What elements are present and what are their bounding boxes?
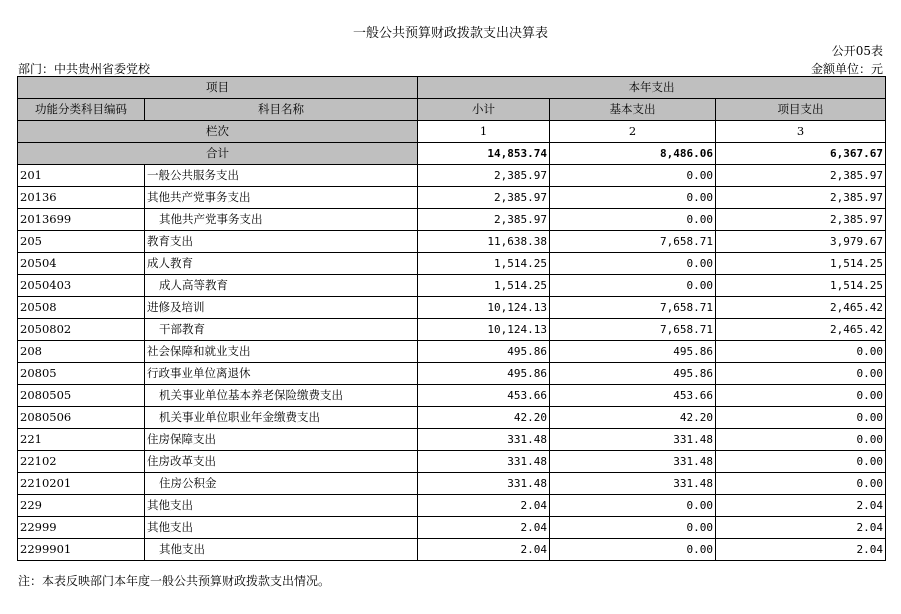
- row-project: 2.04: [716, 495, 886, 517]
- row-name: 成人高等教育: [145, 275, 418, 297]
- department-label: 部门：中共贵州省委党校: [18, 62, 151, 76]
- row-project: 3,979.67: [716, 231, 886, 253]
- row-name: 其他共产党事务支出: [145, 187, 418, 209]
- row-basic: 0.00: [550, 275, 716, 297]
- row-basic: 7,658.71: [550, 231, 716, 253]
- table-row: [18, 297, 886, 319]
- header-column-no: 栏次: [18, 121, 418, 143]
- total-subtotal: 14,853.74: [418, 143, 550, 165]
- table-row: [18, 231, 886, 253]
- row-subtotal: 1,514.25: [418, 275, 550, 297]
- row-subtotal: 2.04: [418, 517, 550, 539]
- row-project: 2,385.97: [716, 187, 886, 209]
- row-basic: 331.48: [550, 429, 716, 451]
- row-name: 其他支出: [145, 539, 418, 561]
- table-row: [18, 253, 886, 275]
- amount-unit-label: 金额单位：元: [810, 62, 883, 76]
- row-subtotal: 331.48: [418, 473, 550, 495]
- row-project: 2,385.97: [716, 165, 886, 187]
- header-name: 科目名称: [145, 99, 418, 121]
- row-basic: 453.66: [550, 385, 716, 407]
- row-name: 住房改革支出: [145, 451, 418, 473]
- row-name: 其他共产党事务支出: [145, 209, 418, 231]
- row-name: 行政事业单位离退休: [145, 363, 418, 385]
- total-project: 6,367.67: [716, 143, 886, 165]
- row-name: 机关事业单位职业年金缴费支出: [145, 407, 418, 429]
- table-row: [18, 319, 886, 341]
- header-col3: 3: [716, 121, 886, 143]
- table-row: [18, 539, 886, 561]
- row-code: 22102: [18, 451, 145, 473]
- row-project: 0.00: [716, 473, 886, 495]
- row-subtotal: 495.86: [418, 341, 550, 363]
- table-row: [18, 209, 886, 231]
- table-row: [18, 165, 886, 187]
- table-row: [18, 473, 886, 495]
- table-row: [18, 275, 886, 297]
- row-code: 20136: [18, 187, 145, 209]
- header-col2: 2: [550, 121, 716, 143]
- row-project: 2.04: [716, 539, 886, 561]
- row-project: 2.04: [716, 517, 886, 539]
- row-name: 社会保障和就业支出: [145, 341, 418, 363]
- report-title: 一般公共预算财政拨款支出决算表: [352, 26, 548, 41]
- row-subtotal: 2.04: [418, 539, 550, 561]
- row-code: 221: [18, 429, 145, 451]
- row-code: 201: [18, 165, 145, 187]
- header-basic: 基本支出: [550, 99, 716, 121]
- row-code: 2080506: [18, 407, 145, 429]
- total-label: 合计: [18, 143, 418, 165]
- header-row-3: [18, 121, 886, 143]
- header-subtotal: 小计: [418, 99, 550, 121]
- row-basic: 0.00: [550, 517, 716, 539]
- header-row-1: [18, 77, 886, 99]
- row-code: 20508: [18, 297, 145, 319]
- row-project: 0.00: [716, 341, 886, 363]
- row-basic: 42.20: [550, 407, 716, 429]
- row-code: 2013699: [18, 209, 145, 231]
- row-project: 1,514.25: [716, 275, 886, 297]
- row-basic: 495.86: [550, 363, 716, 385]
- row-name: 住房公积金: [145, 473, 418, 495]
- row-name: 教育支出: [145, 231, 418, 253]
- row-subtotal: 10,124.13: [418, 319, 550, 341]
- row-subtotal: 11,638.38: [418, 231, 550, 253]
- row-project: 0.00: [716, 451, 886, 473]
- row-project: 0.00: [716, 407, 886, 429]
- row-code: 2080505: [18, 385, 145, 407]
- row-project: 0.00: [716, 363, 886, 385]
- header-code: 功能分类科目编码: [18, 99, 145, 121]
- row-basic: 0.00: [550, 209, 716, 231]
- row-subtotal: 2,385.97: [418, 165, 550, 187]
- row-subtotal: 10,124.13: [418, 297, 550, 319]
- table-row: [18, 495, 886, 517]
- row-basic: 331.48: [550, 451, 716, 473]
- row-project: 1,514.25: [716, 253, 886, 275]
- row-name: 进修及培训: [145, 297, 418, 319]
- row-basic: 0.00: [550, 253, 716, 275]
- row-subtotal: 2,385.97: [418, 187, 550, 209]
- row-code: 20504: [18, 253, 145, 275]
- row-basic: 0.00: [550, 165, 716, 187]
- header-project: 项目支出: [716, 99, 886, 121]
- total-row: [18, 143, 886, 165]
- row-name: 成人教育: [145, 253, 418, 275]
- row-basic: 495.86: [550, 341, 716, 363]
- row-code: 20805: [18, 363, 145, 385]
- row-basic: 0.00: [550, 187, 716, 209]
- row-subtotal: 453.66: [418, 385, 550, 407]
- table-row: [18, 341, 886, 363]
- row-subtotal: 2,385.97: [418, 209, 550, 231]
- total-basic: 8,486.06: [550, 143, 716, 165]
- table-row: [18, 187, 886, 209]
- row-subtotal: 1,514.25: [418, 253, 550, 275]
- header-col1: 1: [418, 121, 550, 143]
- row-subtotal: 42.20: [418, 407, 550, 429]
- row-basic: 7,658.71: [550, 319, 716, 341]
- header-current-year: 本年支出: [418, 77, 886, 99]
- form-number: 公开05表: [831, 44, 883, 58]
- row-project: 2,465.42: [716, 297, 886, 319]
- row-name: 其他支出: [145, 495, 418, 517]
- row-project: 0.00: [716, 385, 886, 407]
- footnote: 注：本表反映部门本年度一般公共预算财政拨款支出情况。: [18, 574, 331, 588]
- row-name: 干部教育: [145, 319, 418, 341]
- row-name: 住房保障支出: [145, 429, 418, 451]
- header-item: 项目: [18, 77, 418, 99]
- table-row: [18, 385, 886, 407]
- row-code: 229: [18, 495, 145, 517]
- row-project: 2,465.42: [716, 319, 886, 341]
- row-basic: 331.48: [550, 473, 716, 495]
- table-row: [18, 363, 886, 385]
- row-subtotal: 495.86: [418, 363, 550, 385]
- expenditure-table: [17, 76, 886, 561]
- row-subtotal: 331.48: [418, 429, 550, 451]
- table-row: [18, 451, 886, 473]
- row-project: 0.00: [716, 429, 886, 451]
- table-row: [18, 407, 886, 429]
- row-code: 208: [18, 341, 145, 363]
- row-code: 2050403: [18, 275, 145, 297]
- row-code: 22999: [18, 517, 145, 539]
- row-project: 2,385.97: [716, 209, 886, 231]
- row-subtotal: 2.04: [418, 495, 550, 517]
- row-name: 一般公共服务支出: [145, 165, 418, 187]
- table-row: [18, 429, 886, 451]
- row-basic: 7,658.71: [550, 297, 716, 319]
- row-code: 2210201: [18, 473, 145, 495]
- header-row-2: [18, 99, 886, 121]
- row-name: 机关事业单位基本养老保险缴费支出: [145, 385, 418, 407]
- row-code: 2299901: [18, 539, 145, 561]
- row-basic: 0.00: [550, 539, 716, 561]
- row-code: 205: [18, 231, 145, 253]
- row-basic: 0.00: [550, 495, 716, 517]
- table-row: [18, 517, 886, 539]
- row-name: 其他支出: [145, 517, 418, 539]
- row-subtotal: 331.48: [418, 451, 550, 473]
- row-code: 2050802: [18, 319, 145, 341]
